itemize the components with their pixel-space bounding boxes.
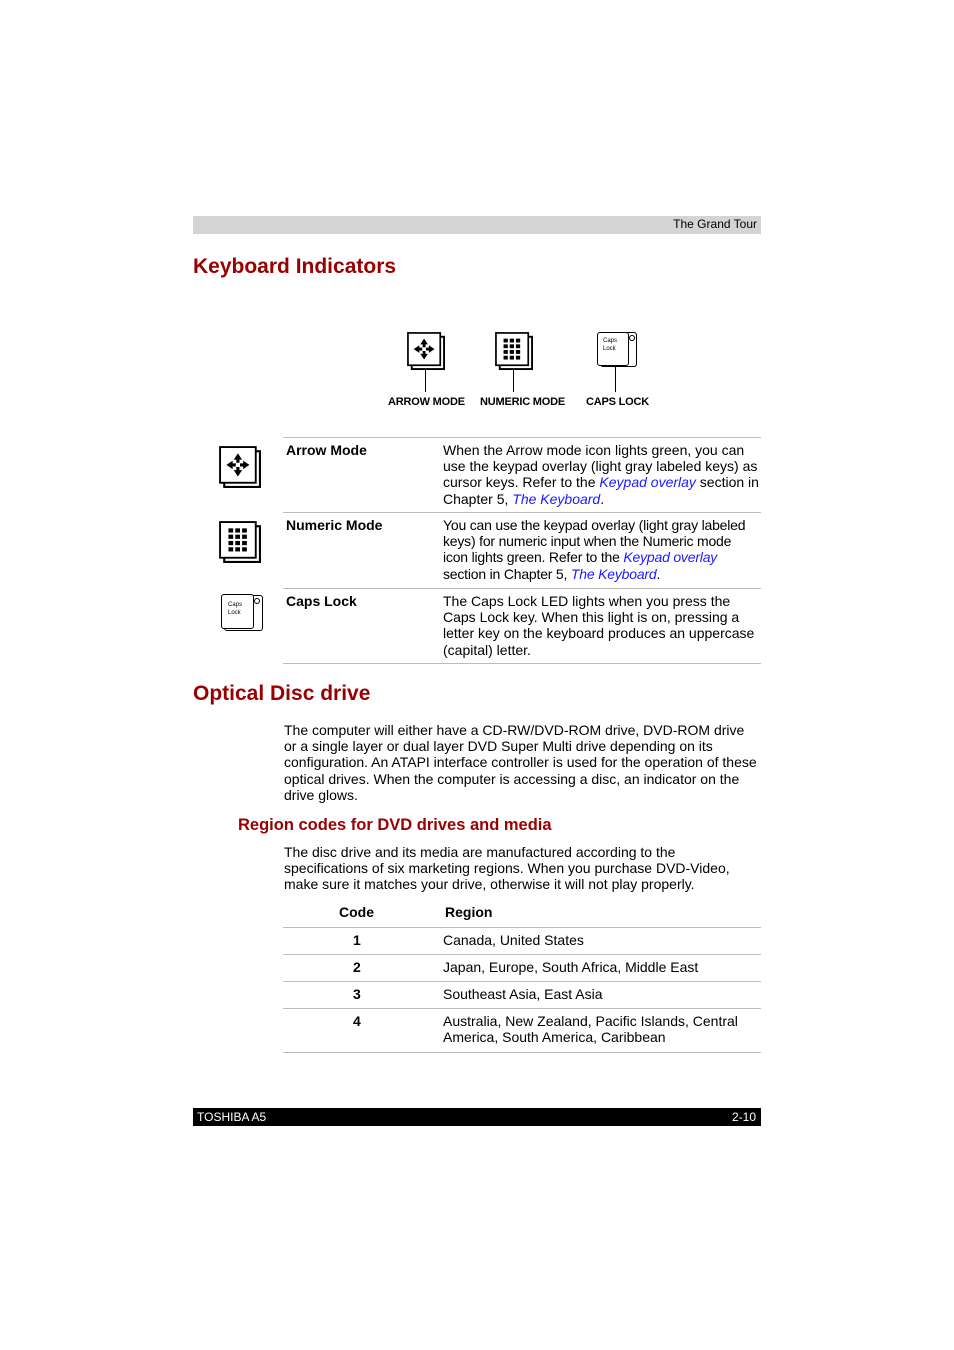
lock-key-text: Lock bbox=[228, 610, 241, 616]
caps-lock-icon bbox=[597, 332, 637, 366]
arrow-mode-description: When the Arrow mode icon lights green, you can use the keypad overlay (light gray labeled keys) as cursor keys. Refer to the Keypad overlay section in Chapter 5, The Keyboard. bbox=[443, 442, 759, 507]
arrow-mode-icon bbox=[219, 446, 261, 488]
code-column-header: Code bbox=[339, 904, 374, 920]
caps-lock-label: CAPS LOCK bbox=[586, 396, 649, 408]
region-name: Southeast Asia, East Asia bbox=[443, 986, 603, 1002]
region-name: Canada, United States bbox=[443, 932, 584, 948]
region-codes-paragraph: The disc drive and its media are manufactured according to the specifications of six marketing regions. When you purchase DVD-Video, make sure it matches your drive, otherwise it will not play properly. bbox=[284, 844, 730, 893]
table-rule bbox=[283, 512, 761, 513]
table-rule bbox=[283, 1052, 761, 1053]
caps-key-text: Caps bbox=[228, 602, 243, 608]
keyboard-indicators-heading: Keyboard Indicators bbox=[193, 255, 397, 278]
page-number: 2-10 bbox=[731, 1110, 756, 1124]
arrow-leader-line bbox=[425, 370, 426, 392]
optical-drive-paragraph: The computer will either have a CD-RW/DVD-ROM drive, DVD-ROM drive or a single layer or dual layer DVD Super Multi drive depending on its configuration. An ATAPI interface controller is used for the operation of these optical drives. When the computer is accessing a disc, an indicator on the drive glows. bbox=[284, 722, 757, 803]
caps-lock-description: The Caps Lock LED lights when you press the Caps Lock key. When this light is on, pressing a letter key on the keyboard produces an uppercase (capital) letter. bbox=[443, 593, 755, 658]
table-rule bbox=[283, 663, 761, 664]
the-keyboard-link[interactable]: The Keyboard bbox=[512, 490, 601, 507]
numeric-mode-label: NUMERIC MODE bbox=[480, 396, 565, 408]
table-rule bbox=[283, 981, 761, 982]
region-code: 1 bbox=[353, 932, 361, 948]
caps-key-text: Caps bbox=[603, 338, 618, 344]
region-code: 3 bbox=[353, 986, 361, 1002]
running-header bbox=[193, 216, 761, 234]
numeric-mode-name: Numeric Mode bbox=[286, 517, 383, 533]
keypad-overlay-link[interactable]: Keypad overlay bbox=[599, 474, 696, 491]
caps-leader-line bbox=[615, 366, 616, 392]
table-rule bbox=[283, 437, 761, 438]
arrow-mode-label: ARROW MODE bbox=[388, 396, 465, 408]
numeric-mode-icon bbox=[219, 521, 261, 563]
keypad-overlay-link[interactable]: Keypad overlay bbox=[623, 549, 718, 566]
numeric-mode-description: You can use the keypad overlay (light gray labeled keys) for numeric input when the Numeric mode icon lights green. Refer to the Keypad overlay section in Chapter 5, The Keyboard. bbox=[443, 517, 746, 582]
region-code: 4 bbox=[353, 1013, 361, 1029]
numeric-leader-line bbox=[513, 370, 514, 392]
region-code: 2 bbox=[353, 959, 361, 975]
region-codes-heading: Region codes for DVD drives and media bbox=[238, 816, 552, 834]
caps-lock-icon bbox=[221, 594, 263, 632]
region-name: Australia, New Zealand, Pacific Islands, Central America, South America, Caribbean bbox=[443, 1013, 738, 1046]
table-rule bbox=[283, 954, 761, 955]
table-rule bbox=[283, 588, 761, 589]
footer-model: TOSHIBA A5 bbox=[197, 1110, 267, 1124]
running-footer bbox=[193, 1108, 761, 1126]
header-section-title: The Grand Tour bbox=[673, 217, 757, 231]
lock-key-text: Lock bbox=[603, 346, 616, 352]
table-rule bbox=[283, 927, 761, 928]
region-column-header: Region bbox=[445, 904, 493, 920]
table-rule bbox=[283, 1008, 761, 1009]
arrow-mode-name: Arrow Mode bbox=[286, 442, 367, 458]
arrow-mode-icon bbox=[407, 332, 445, 370]
region-name: Japan, Europe, South Africa, Middle East bbox=[443, 959, 699, 975]
the-keyboard-link[interactable]: The Keyboard bbox=[570, 565, 657, 582]
numeric-mode-icon bbox=[495, 332, 533, 370]
caps-lock-name: Caps Lock bbox=[286, 593, 357, 609]
optical-disc-drive-heading: Optical Disc drive bbox=[193, 682, 371, 705]
